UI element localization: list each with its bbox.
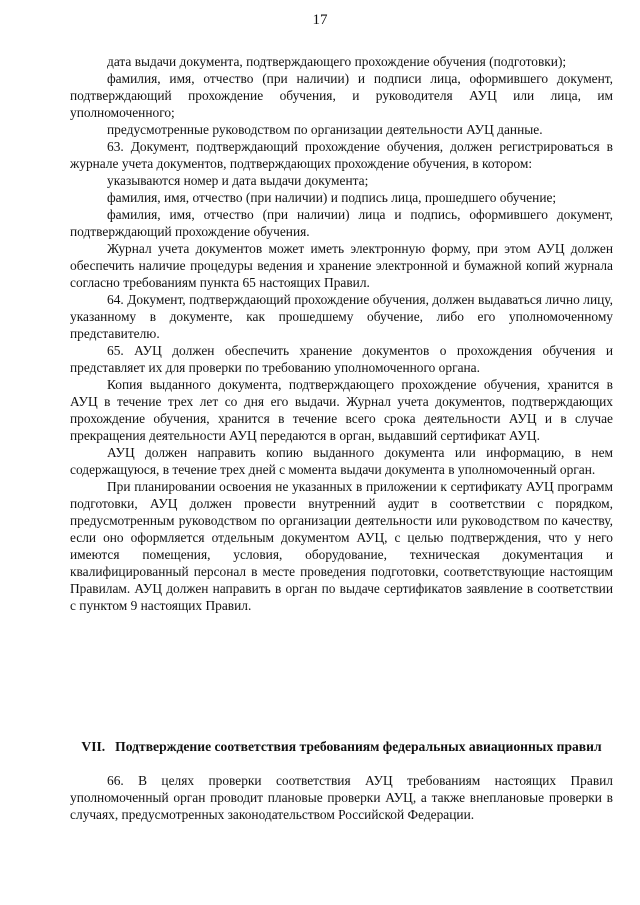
paragraph: предусмотренные руководством по организации деятельности АУЦ данные.	[107, 122, 543, 137]
paragraph-65: 65. АУЦ должен обеспечить хранение документов о прохождения обучения и представляет их для проверки по требованию уполномоченного органа.	[70, 343, 613, 375]
section-body	[70, 772, 613, 823]
paragraph: АУЦ должен направить копию выданного документа или информацию, в нем содержащуюся, в течение трех дней с момента выдачи документа в уполномоченный орган.	[70, 445, 613, 477]
paragraph: Копия выданного документа, подтверждающего прохождение обучения, хранится в АУЦ в течение трех лет со дня его выдачи. Журнал учета документов, подтверждающих прохождение обучения, хранится в течение всего срока деятельности АУЦ и в случае прекращения деятельности АУЦ передаются в орган, выдавший сертификат АУЦ.	[70, 377, 613, 443]
page-number: 17	[312, 12, 328, 28]
paragraph-66: 66. В целях проверки соответствия АУЦ требованиям настоящих Правил уполномоченный орган проводит плановые проверки АУЦ, а также внеплановые проверки в случаях, предусмотренных законодательством Российской Федерации.	[70, 773, 613, 822]
section-number: VII.	[81, 739, 106, 754]
paragraph: фамилия, имя, отчество (при наличии) и подписи лица, оформившего документ, подтверждающий прохождение обучения, и руководителя АУЦ или лица, им уполномоченного;	[70, 71, 613, 120]
paragraph: фамилия, имя, отчество (при наличии) и подпись лица, прошедшего обучение;	[107, 190, 557, 205]
section-heading	[70, 738, 613, 755]
paragraph: При планировании освоения не указанных в приложении к сертификату АУЦ программ подготовки, АУЦ должен провести внутренний аудит в соответствии с порядком, предусмотренным руководством по организации деятельности или руководством по качеству, если оно оформляется отдельным документом АУЦ, с целью подтверждения, что у него имеются помещения, условия, оборудование, техническая документация и квалифицированный персонал в месте проведения подготовки, соответствующие настоящим Правилам. АУЦ должен направить в орган по выдаче сертификатов заявление в соответствии с пунктом 9 настоящих Правил.	[70, 479, 613, 613]
paragraph: указываются номер и дата выдачи документа;	[107, 173, 369, 188]
section-title: Подтверждение соответствия требованиям федеральных авиационных правил	[115, 739, 602, 754]
paragraph: Журнал учета документов может иметь электронную форму, при этом АУЦ должен обеспечить наличие процедуры ведения и хранение электронной и бумажной копий журнала согласно требованиям пункта 65 настоящих Правил.	[70, 241, 613, 290]
document-body	[70, 53, 613, 614]
paragraph-64: 64. Документ, подтверждающий прохождение обучения, должен выдаваться лично лицу, указанному в документе, как прошедшему обучение, либо его уполномоченному представителю.	[70, 292, 613, 341]
paragraph-63: 63. Документ, подтверждающий прохождение обучения, должен регистрироваться в журнале учета документов, подтверждающих прохождение обучения, в котором:	[70, 139, 613, 171]
paragraph: дата выдачи документа, подтверждающего прохождение обучения (подготовки);	[107, 54, 567, 69]
paragraph: фамилия, имя, отчество (при наличии) лица и подпись, оформившего документ, подтверждающий прохождение обучения.	[70, 207, 613, 239]
